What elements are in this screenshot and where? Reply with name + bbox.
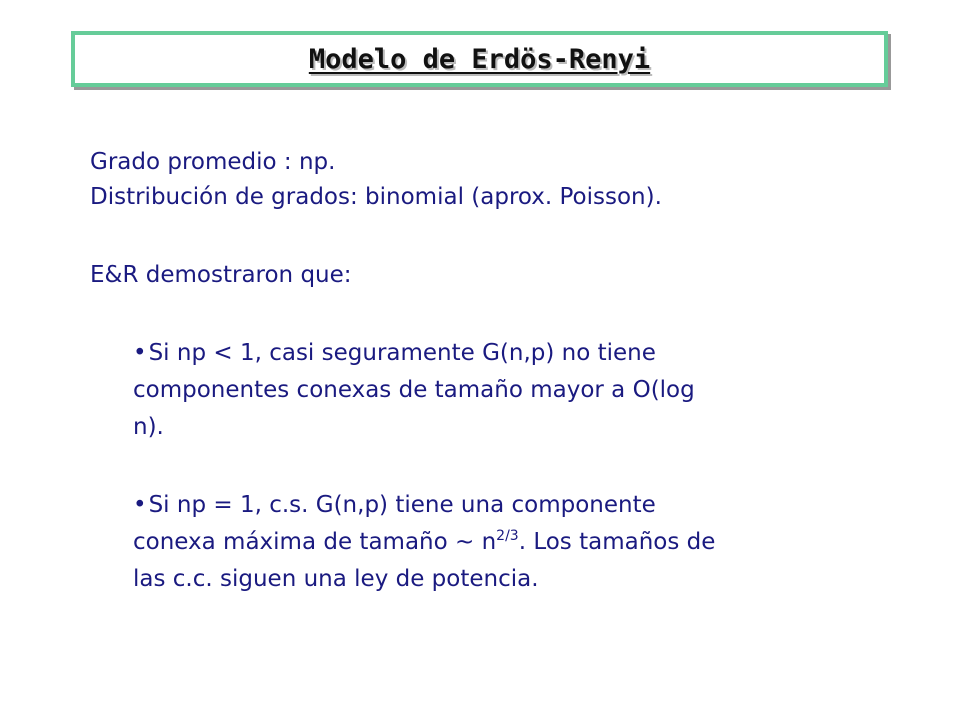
bullet-dot: • xyxy=(133,340,147,366)
bullet-text: Si np < 1, casi seguramente G(n,p) no tiene xyxy=(148,340,656,366)
bullet-line: n). xyxy=(133,414,164,440)
text-er-showed: E&R demostraron que: xyxy=(90,262,352,288)
bullet-text: conexa máxima de tamaño ~ n xyxy=(133,529,497,555)
bullet-dot: • xyxy=(133,492,147,518)
exponent: 2/3 xyxy=(496,528,519,544)
bullet-item-subcritical xyxy=(133,335,873,446)
bullet-line: las c.c. siguen una ley de potencia. xyxy=(133,566,539,592)
bullet-item-critical xyxy=(133,487,873,598)
title-box xyxy=(71,31,888,87)
bullet-text: . Los tamaños de xyxy=(518,529,716,555)
bullet-line: componentes conexas de tamaño mayor a O(log xyxy=(133,377,695,403)
bullet-line xyxy=(133,335,873,372)
text-degree-distribution: Distribución de grados: binomial (aprox. Poisson). xyxy=(90,184,662,210)
bullet-line xyxy=(133,487,873,524)
bullet-text: Si np = 1, c.s. G(n,p) tiene una componente xyxy=(148,492,656,518)
bullet-line xyxy=(133,524,873,561)
text-average-degree: Grado promedio : np. xyxy=(90,149,336,175)
slide-title: Modelo de Erdös-Renyi xyxy=(308,43,651,75)
